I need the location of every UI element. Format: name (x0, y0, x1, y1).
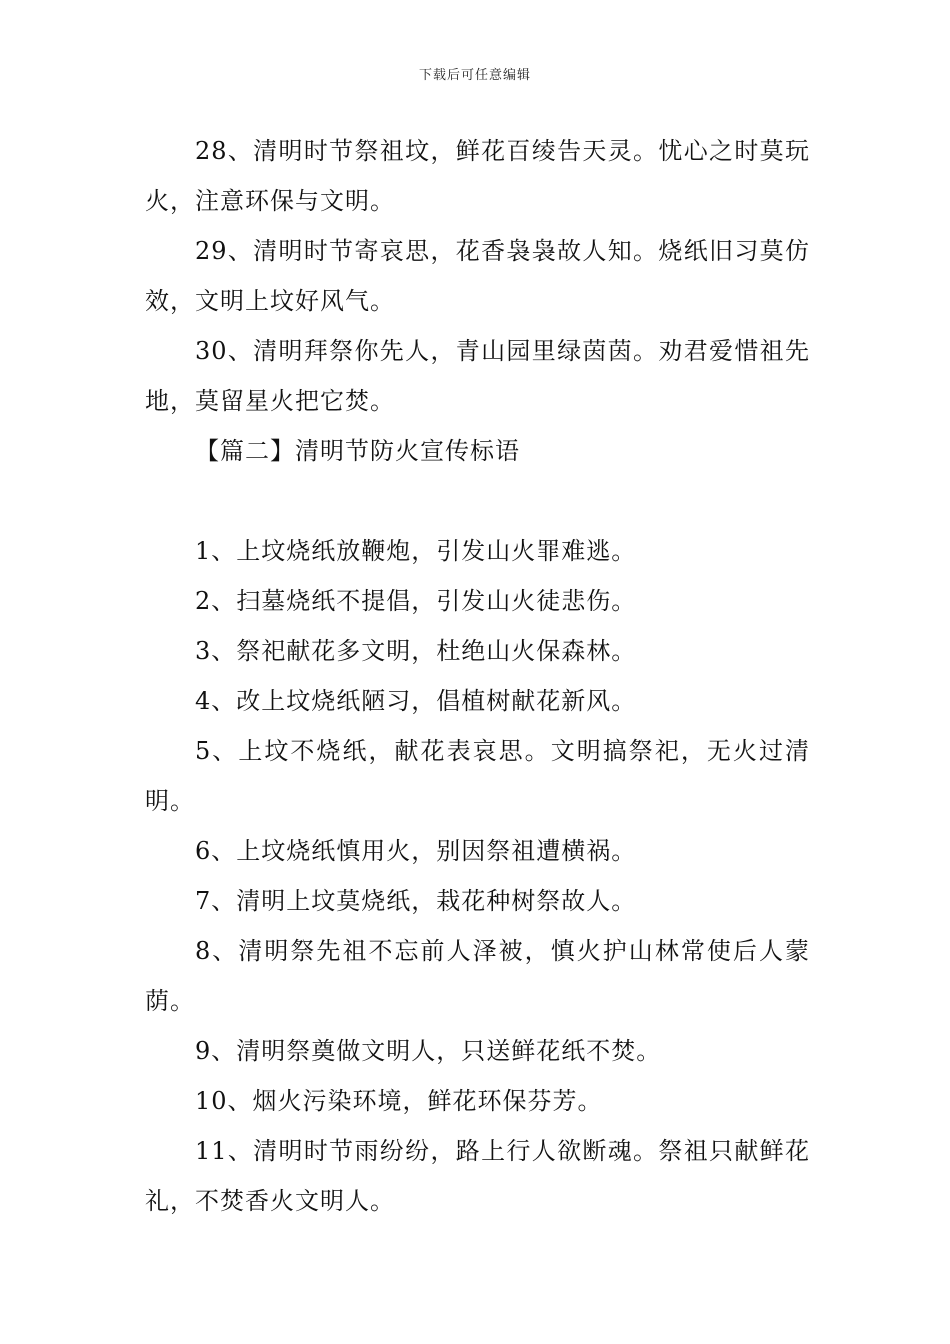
slogan-paragraph: 8、清明祭先祖不忘前人泽被，慎火护山林常使后人蒙荫。 (145, 937, 810, 1015)
slogan-paragraph: 30、清明拜祭你先人，青山园里绿茵茵。劝君爱惜祖先地，莫留星火把它焚。 (145, 337, 810, 415)
slogan-paragraph: 5、上坟不烧纸，献花表哀思。文明搞祭祀，无火过清明。 (145, 737, 810, 815)
page-header: 下载后可任意编辑 (418, 68, 531, 83)
document-body (145, 126, 810, 1226)
slogan-paragraph: 3、祭祀献花多文明，杜绝山火保森林。 (195, 637, 637, 665)
slogan-paragraph: 1、上坟烧纸放鞭炮，引发山火罪难逃。 (195, 537, 637, 565)
slogan-paragraph: 11、清明时节雨纷纷，路上行人欲断魂。祭祖只献鲜花礼，不焚香火文明人。 (145, 1137, 810, 1215)
slogan-paragraph: 10、烟火污染环境，鲜花环保芬芳。 (195, 1087, 603, 1115)
slogan-paragraph: 7、清明上坟莫烧纸，栽花种树祭故人。 (195, 887, 637, 915)
slogan-paragraph: 2、扫墓烧纸不提倡，引发山火徒悲伤。 (195, 587, 637, 615)
slogan-paragraph: 6、上坟烧纸慎用火，别因祭祖遭横祸。 (195, 837, 637, 865)
slogan-paragraph: 4、改上坟烧纸陋习，倡植树献花新风。 (195, 687, 637, 715)
slogan-paragraph: 29、清明时节寄哀思，花香袅袅故人知。烧纸旧习莫仿效，文明上坟好风气。 (145, 237, 810, 315)
slogan-paragraph: 9、清明祭奠做文明人，只送鲜花纸不焚。 (195, 1037, 662, 1065)
section-heading: 【篇二】清明节防火宣传标语 (195, 437, 520, 465)
slogan-paragraph: 28、清明时节祭祖坟，鲜花百绫告天灵。忧心之时莫玩火，注意环保与文明。 (145, 137, 810, 215)
